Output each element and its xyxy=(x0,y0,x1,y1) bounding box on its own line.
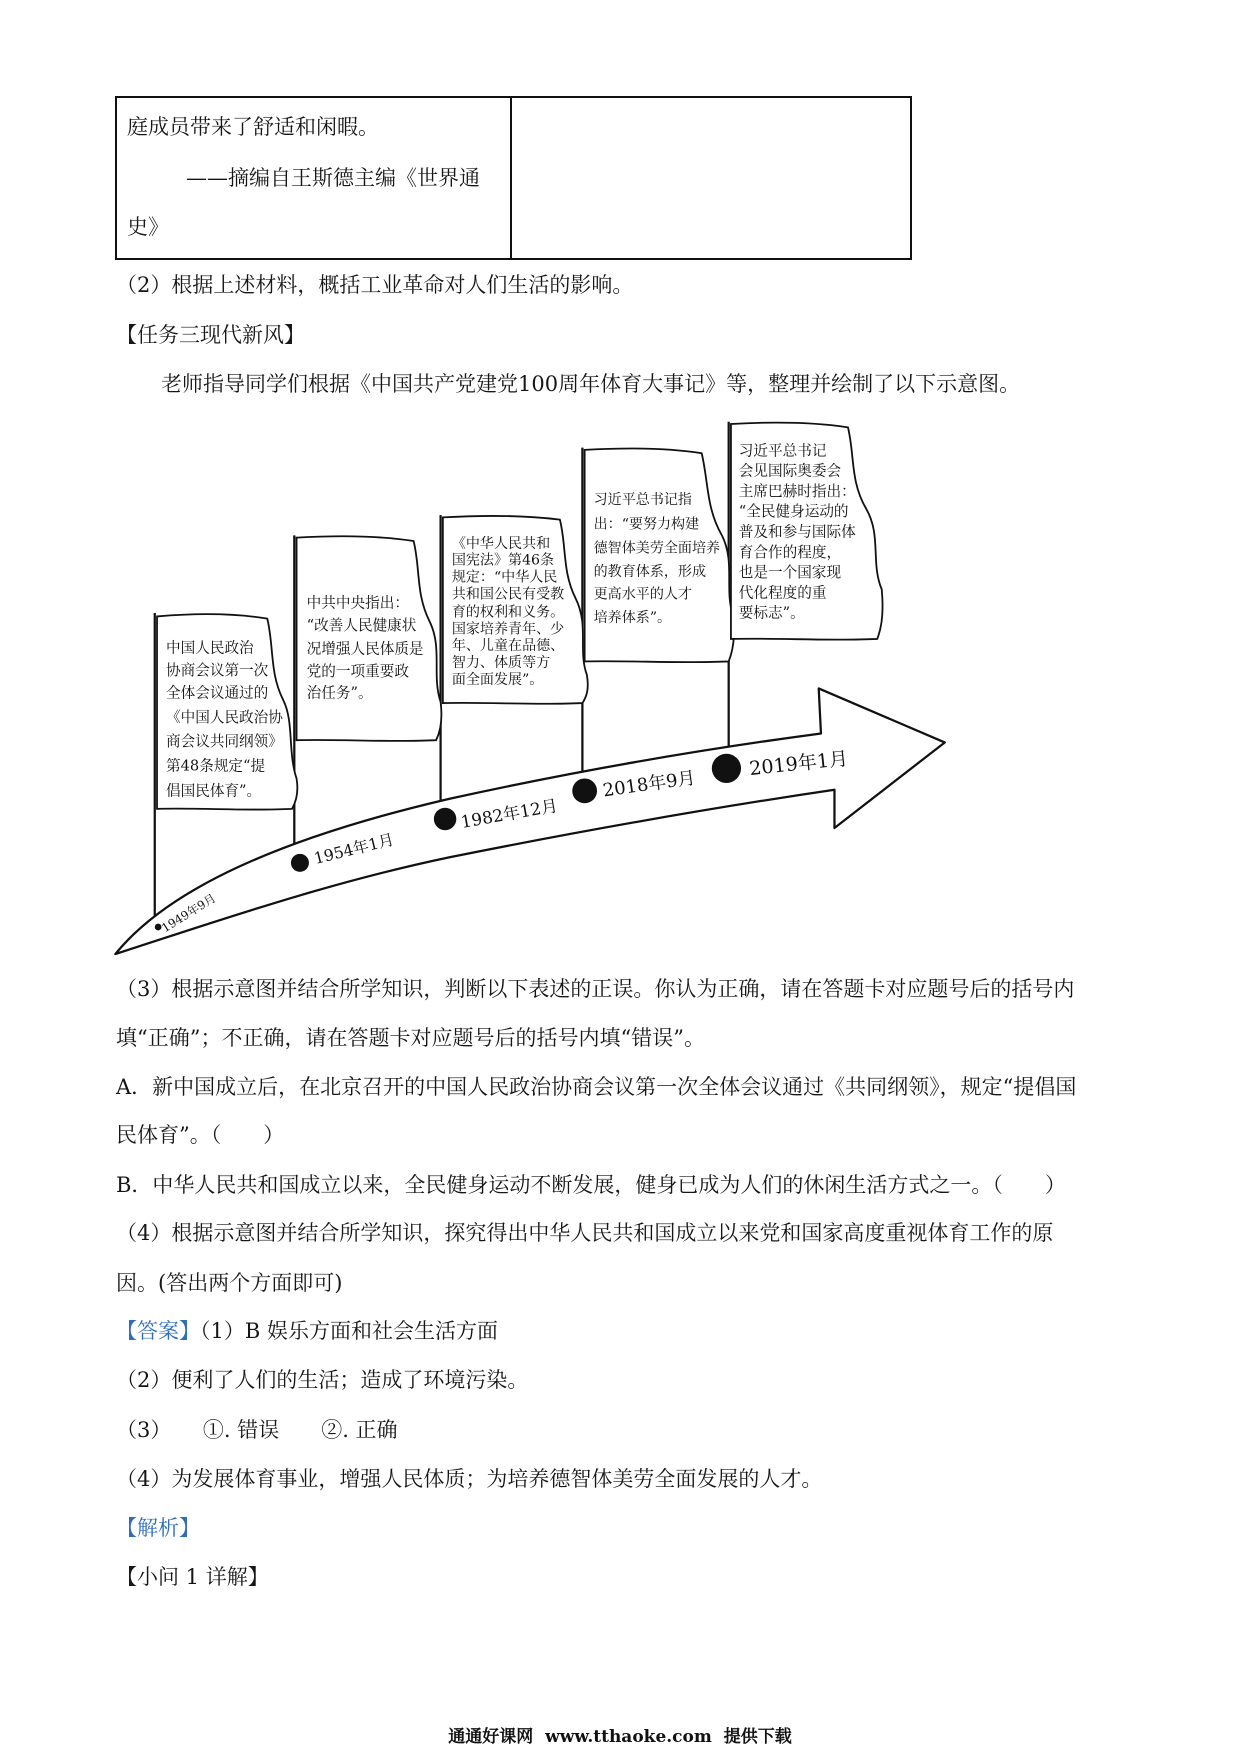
flag-text-line: 治任务”。 xyxy=(306,684,373,702)
material-text-line: 庭成员带来了舒适和闲暇。 xyxy=(127,115,379,139)
material-table xyxy=(115,96,912,260)
flag-text-line: 协商会议第一次 xyxy=(166,661,269,679)
option-b-line: B．中华人民共和国成立以来，全民健身运动不断发展，健身已成为人们的休闲生活方式之一。（ ） xyxy=(116,1173,1066,1197)
flag-text-line: “改善人民健康状 xyxy=(306,616,417,634)
flag-text-line: 习近平总书记 xyxy=(738,442,827,460)
flag-text-line: 习近平总书记指 xyxy=(593,491,692,508)
page-footer: 通通好课网 www.tthaoke.com 提供下载 xyxy=(448,1727,792,1747)
question-2: （2）根据上述材料，概括工业革命对人们生活的影响。 xyxy=(116,273,634,297)
timeline-date-label: 1954年1月 xyxy=(312,829,396,868)
flag-text-line: 年、儿童在品德、 xyxy=(451,638,565,655)
timeline-date-label: 1982年12月 xyxy=(459,795,560,832)
timeline-dot xyxy=(291,854,309,872)
timeline-dot xyxy=(712,754,741,783)
flag-text-line: 倡国民体育”。 xyxy=(166,782,262,800)
flag-text-line: 主席巴赫时指出： xyxy=(738,483,856,501)
flag-text-line: 规定：“中华人民 xyxy=(451,569,558,586)
flag-text-line: 培养体系”。 xyxy=(593,610,672,627)
flag-text-line: 《中华人民共和 xyxy=(451,535,551,552)
flag-text-line: 代化程度的重 xyxy=(738,584,827,602)
flag-text-line: “全民健身运动的 xyxy=(738,503,849,521)
flag-text-line: 国家培养青年、少 xyxy=(451,621,565,638)
material-source-line: 史》 xyxy=(127,215,169,239)
answer-label: 【答案】 xyxy=(116,1319,200,1343)
flag-text-line: 第48条规定“提 xyxy=(166,757,266,775)
timeline-dot xyxy=(434,808,457,831)
flag-text-line: 党的一项重要政 xyxy=(306,663,409,681)
material-source-line: ——摘编自王斯德主编《世界通 xyxy=(186,166,480,190)
flag-text-line: 中共中央指出： xyxy=(306,594,409,612)
question-4-line: 因。(答出两个方面即可) xyxy=(116,1271,343,1295)
flag-text-line: 会见国际奥委会 xyxy=(738,462,842,480)
flag-text-line: 面全面发展”。 xyxy=(451,671,544,688)
flag-text-line: 育的权利和义务。 xyxy=(451,604,565,621)
answer-part-1: （1）B 娱乐方面和社会生活方面 xyxy=(200,1319,498,1343)
flag-text-line: 共和国公民有受教 xyxy=(451,586,565,603)
question-4-line: （4）根据示意图并结合所学知识，探究得出中华人民共和国成立以来党和国家高度重视体育工作的原 xyxy=(116,1221,1054,1245)
flag-text-line: 《中国人民政治协 xyxy=(166,709,283,727)
analysis-label: 【解析】 xyxy=(116,1516,200,1540)
timeline-date-label: 2018年9月 xyxy=(601,767,697,802)
material-table-left-cell xyxy=(117,98,512,258)
timeline-date-label: 1949年9月 xyxy=(159,890,219,936)
flag-banner xyxy=(297,536,442,741)
timeline-diagram xyxy=(112,416,956,962)
option-a-line: A．新中国成立后，在北京召开的中国人民政治协商会议第一次全体会议通过《共同纲领》，规定“提倡国 xyxy=(116,1075,1077,1099)
flag-text-line: 普及和参与国际体 xyxy=(738,523,856,541)
flag-text-line: 商会议共同纲领》 xyxy=(166,732,283,750)
question-3-line: （3）根据示意图并结合所学知识，判断以下表述的正误。你认为正确，请在答题卡对应题号后的括号内 xyxy=(116,977,1075,1001)
flag-text-line: 育合作的程度， xyxy=(738,543,842,561)
flag-text-line: 也是一个国家现 xyxy=(738,564,842,582)
question-3-line: 填“正确”；不正确，请在答题卡对应题号后的括号内填“错误”。 xyxy=(116,1026,705,1050)
flag-text-line: 的教育体系，形成 xyxy=(593,563,707,580)
flag-text-line: 更高水平的人才 xyxy=(593,586,692,603)
task3-heading: 【任务三现代新风】 xyxy=(116,323,305,347)
option-a-line: 民体育”。（ ） xyxy=(116,1123,285,1147)
material-table-right-cell xyxy=(512,98,910,258)
flag-text-line: 出：“要努力构建 xyxy=(593,516,700,533)
answer-part-3: （3） ①. 错误 ②. 正确 xyxy=(116,1418,398,1442)
flag-text-line: 况增强人民体质是 xyxy=(306,640,424,658)
task3-intro: 老师指导同学们根据《中国共产党建党100周年体育大事记》等，整理并绘制了以下示意图。 xyxy=(161,372,1021,396)
timeline-date-label: 2019年1月 xyxy=(748,746,850,781)
flag-text-line: 德智体美劳全面培养 xyxy=(593,540,721,557)
answer-part-2: （2）便利了人们的生活；造成了环境污染。 xyxy=(116,1368,529,1392)
flag-text-line: 智力、体质等方 xyxy=(451,655,551,672)
flag-text-line: 全体会议通过的 xyxy=(166,684,269,702)
flag-text-line: 要标志”。 xyxy=(738,604,805,622)
flag-text-line: 中国人民政治 xyxy=(166,639,254,657)
flag-3-text xyxy=(452,535,564,688)
flag-text-line: 国宪法》第46条 xyxy=(451,552,555,569)
answer-part-4: （4）为发展体育事业，增强人民体质；为培养德智体美劳全面发展的人才。 xyxy=(116,1467,823,1491)
analysis-sub-1: 【小问 1 详解】 xyxy=(116,1565,269,1589)
timeline-dot xyxy=(572,778,597,803)
answer-line-1 xyxy=(116,1316,498,1346)
